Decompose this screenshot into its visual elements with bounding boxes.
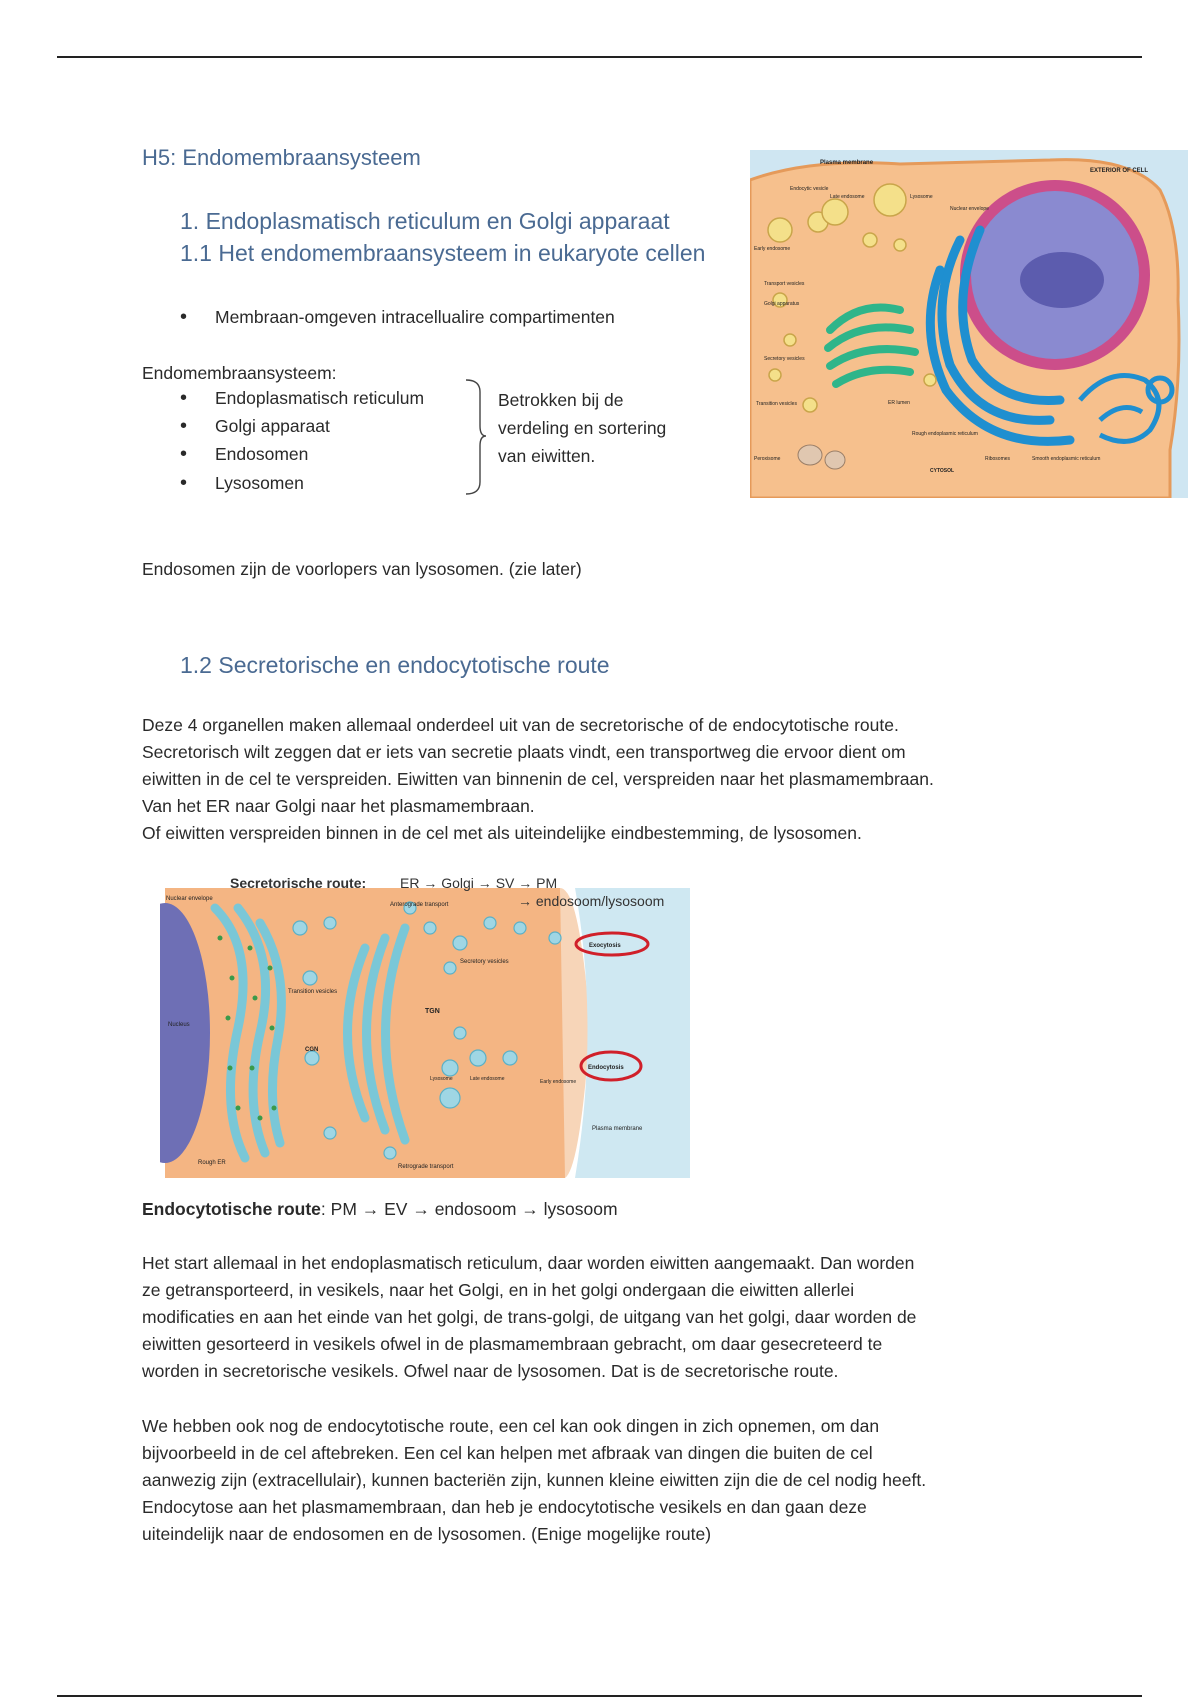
label-golgi: Golgi apparatus — [764, 301, 800, 307]
section-1-2-title: 1.2 Secretorische en endocytotische route — [180, 652, 610, 678]
route-label-rough-er: Rough ER — [198, 1160, 226, 1166]
cell-diagram — [750, 150, 1188, 498]
route-label-nucleus: Nucleus — [168, 1022, 190, 1028]
route-label-secretory-vesicles: Secretory vesicles — [460, 959, 509, 965]
section-1-title: 1. Endoplasmatisch reticulum en Golgi apparaat — [180, 208, 670, 234]
endocytotic-label: Endocytotische route — [142, 1199, 321, 1219]
paragraph-line: Endocytose aan het plasmamembraan, dan heb je endocytotische vesikels en dan gaan deze — [142, 1497, 867, 1517]
endosomen-note: Endosomen zijn de voorlopers van lysosomen. (zie later) — [142, 559, 582, 579]
label-late-endosome: Late endosome — [830, 194, 865, 200]
label-lysosome: Lysosome — [910, 194, 933, 200]
paragraph-line: ze getransporteerd, in vesikels, naar het Golgi, en in het golgi ondergaan die eiwitten allerlei — [142, 1280, 855, 1300]
route-label-tgn: TGN — [425, 1008, 440, 1015]
label-transport-vesicles: Transport vesicles — [764, 281, 805, 287]
label-peroxisome: Peroxisome — [754, 456, 781, 462]
paragraph-2 — [142, 1250, 1122, 1385]
paragraph-line: Het start allemaal in het endoplasmatisch reticulum, daar worden eiwitten aangemaakt. Dan worden — [142, 1253, 915, 1273]
route-title-path-2: → endosoom/lysosoom — [518, 893, 665, 909]
section-1-1-title: 1.1 Het endomembraansysteem in eukaryote cellen — [180, 240, 706, 266]
label-nuclear-envelope: Nuclear envelope — [950, 206, 989, 212]
label-plasma-membrane: Plasma membrane — [820, 160, 874, 166]
route-label-cgn: CGN — [305, 1047, 319, 1053]
label-endocytic-vesicle: Endocytic vesicle — [790, 186, 829, 192]
label-secretory-vesicles: Secretory vesicles — [764, 356, 805, 362]
route-label-retrograde: Retrograde transport — [398, 1164, 454, 1170]
list-label: Endomembraansysteem: — [142, 363, 337, 383]
route-title-path-1: ER → Golgi → SV → PM — [400, 875, 558, 891]
label-cytosol: CYTOSOL — [930, 468, 955, 474]
brace-note-1: Betrokken bij de — [498, 390, 624, 410]
list-item: • Golgi apparaat — [215, 416, 330, 437]
brace-note-3: van eiwitten. — [498, 446, 596, 466]
secretory-route-diagram — [160, 868, 690, 1180]
brace-note-2: verdeling en sortering — [498, 418, 667, 438]
route-label-endocytosis: Endocytosis — [588, 1065, 624, 1071]
route-title-bold: Secretorische route: — [230, 875, 367, 891]
endocytotic-route-line — [142, 1196, 618, 1223]
list-item: • Lysosomen — [215, 473, 304, 494]
paragraph-3 — [142, 1413, 1122, 1548]
curly-brace — [462, 378, 488, 496]
list-item: • Endoplasmatisch reticulum — [215, 388, 424, 409]
label-er-lumen: ER lumen — [888, 400, 910, 406]
label-exterior: EXTERIOR OF CELL — [1090, 168, 1149, 174]
label-transition-vesicles: Transition vesicles — [756, 401, 797, 407]
paragraph-line: uiteindelijk naar de endosomen en de lysosomen. (Enige mogelijke route) — [142, 1524, 712, 1544]
route-label-late-endosome: Late endosome — [470, 1076, 505, 1082]
label-early-endosome: Early endosome — [754, 246, 791, 252]
route-label-transition-vesicles: Transition vesicles — [288, 989, 338, 995]
intro-bullet: • Membraan-omgeven intracellualire compartimenten — [215, 307, 615, 328]
label-smooth-er: Smooth endoplasmic reticulum — [1032, 456, 1101, 462]
list-item: • Endosomen — [215, 444, 308, 465]
paragraph-line: Deze 4 organellen maken allemaal onderdeel uit van de secretorische of de endocytotische route. — [142, 715, 899, 735]
label-ribosomes: Ribosomes — [985, 456, 1011, 462]
paragraph-1 — [142, 712, 1122, 847]
paragraph-line: Van het ER naar Golgi naar het plasmamembraan. — [142, 796, 535, 816]
paragraph-line: Secretorisch wilt zeggen dat er iets van secretie plaats vindt, een transportweg die ervoor dient om — [142, 742, 906, 762]
route-label-plasma-membrane: Plasma membrane — [592, 1126, 643, 1132]
paragraph-line: bijvoorbeeld in de cel aftebreken. Een cel kan helpen met afbraak van dingen die buiten de cel — [142, 1443, 873, 1463]
paragraph-line: modificaties en aan het einde van het golgi, de trans-golgi, de uitgang van het golgi, daar worden de — [142, 1307, 917, 1327]
route-label-anterograde: Anterograde transport — [390, 902, 449, 908]
endocytotic-path: : PM → EV → endosoom → lysosoom — [320, 1199, 618, 1219]
route-label-exocytosis: Exocytosis — [589, 943, 621, 949]
paragraph-line: aanwezig zijn (extracellulair), kunnen bacteriën zijn, kunnen kleine eiwitten zijn die de cel nodig heeft. — [142, 1470, 927, 1490]
page-heading: H5: Endomembraansysteem — [142, 145, 421, 170]
paragraph-line: eiwitten gesorteerd in vesikels ofwel in de plasmamembraan gebracht, om daar gesecreteerd te — [142, 1334, 883, 1354]
paragraph-line: worden in secretorische vesikels. Ofwel naar de lysosomen. Dat is de secretorische route. — [142, 1361, 839, 1381]
route-label-nuclear-envelope: Nuclear envelope — [166, 896, 213, 902]
paragraph-line: eiwitten in de cel te verspreiden. Eiwitten van binnenin de cel, verspreiden naar het plasmamembraan. — [142, 769, 934, 789]
top-rule — [57, 56, 1142, 58]
paragraph-line: We hebben ook nog de endocytotische route, een cel kan ook dingen in zich opnemen, om dan — [142, 1416, 880, 1436]
route-label-early-endosome: Early endosome — [540, 1079, 577, 1085]
label-rough-er: Rough endoplasmic reticulum — [912, 431, 978, 437]
bottom-rule — [57, 1695, 1142, 1697]
route-label-lysosome: Lysosome — [430, 1076, 453, 1082]
paragraph-line: Of eiwitten verspreiden binnen in de cel met als uiteindelijke eindbestemming, de lysosomen. — [142, 823, 862, 843]
